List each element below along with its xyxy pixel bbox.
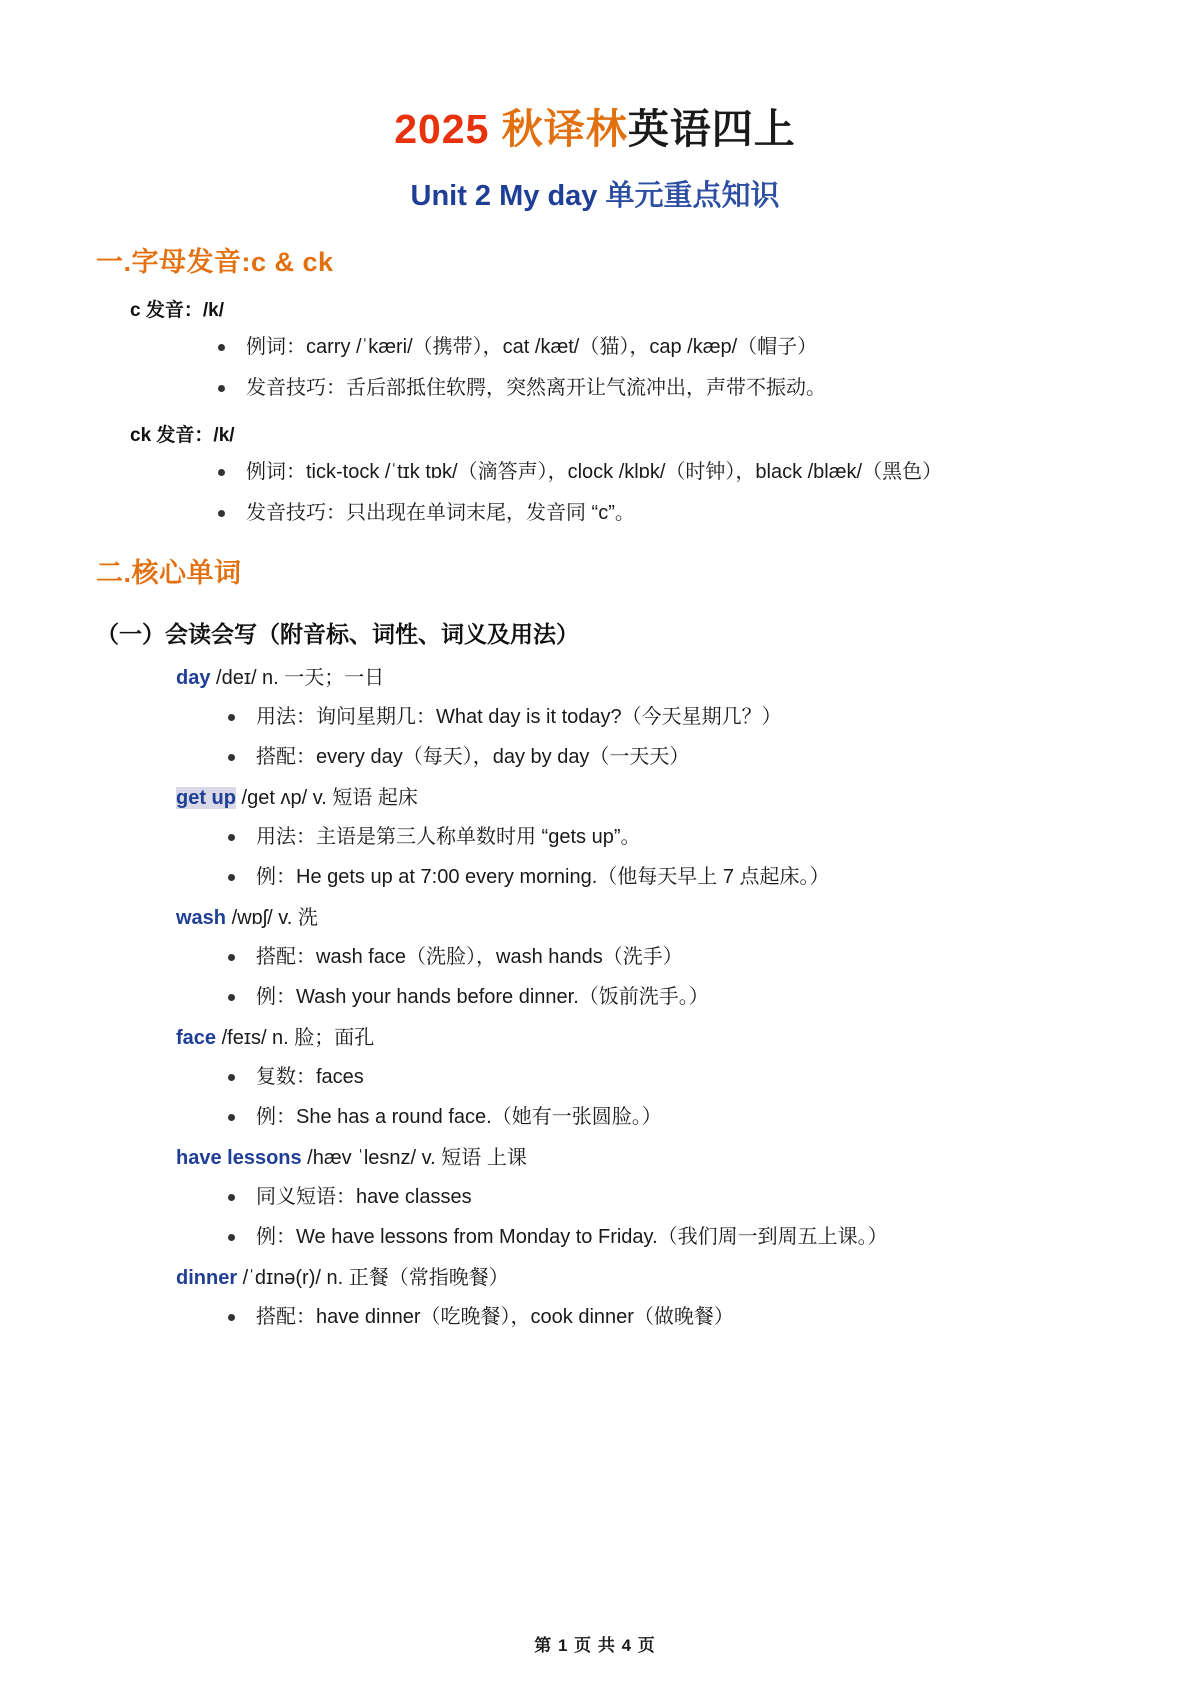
vocab-head [176,1023,1094,1053]
vocab-notes [96,942,1094,1013]
page-subtitle [96,173,1094,214]
pron-group-head-ck: ck 发音：/k/ [130,425,235,446]
vocab-meta: /ˈdɪnə(r)/ n. 正餐（常指晚餐） [237,1267,509,1289]
list-item: 搭配：have dinner（吃晚餐），cook dinner（做晚餐） [216,1302,1094,1333]
page-title [96,96,1094,155]
vocab-head [176,663,1094,693]
vocab-head [176,783,1094,813]
vocab-meta: /get ʌp/ v. 短语 起床 [236,787,418,809]
vocab-word: dinner [176,1267,238,1289]
vocab-entry-day [96,663,1094,773]
subtitle-unit: Unit 2 My day [410,180,598,212]
list-item: 例：He gets up at 7:00 every morning.（他每天早上 7 点起床。） [216,862,1094,893]
vocab-word: day [176,667,211,689]
vocab-meta: /feɪs/ n. 脸；面孔 [216,1027,375,1049]
title-year: 2025 [394,106,490,152]
vocab-entry-wash [96,903,1094,1013]
list-item: 同义短语：have classes [216,1182,1094,1213]
vocab-word: have lessons [176,1147,302,1169]
list-item: 发音技巧：只出现在单词末尾，发音同 “c”。 [206,498,1094,529]
list-item: 例：Wash your hands before dinner.（饭前洗手。） [216,982,1094,1013]
title-mid: 秋译林 [489,106,628,152]
pron-list-c [96,332,1094,404]
vocab-entry-have-lessons [96,1143,1094,1253]
vocab-notes [96,1062,1094,1133]
vocab-notes [96,702,1094,773]
vocab-notes [96,1302,1094,1333]
list-item: 例：She has a round face.（她有一张圆脸。） [216,1102,1094,1133]
section-heading-core-words: 二.核心单词 [96,558,242,588]
list-item: 例词：carry /ˈkæri/（携带），cat /kæt/（猫），cap /kæp/（帽子） [206,332,1094,363]
vocab-notes [96,822,1094,893]
section-heading-pronunciation: 一.字母发音:c & ck [96,247,334,277]
list-item: 用法：询问星期几：What day is it today?（今天星期几？） [216,702,1094,733]
vocab-word: get up [176,787,236,809]
vocab-word: wash [176,907,227,929]
pron-list-ck [96,457,1094,529]
list-item: 用法：主语是第三人称单数时用 “gets up”。 [216,822,1094,853]
subtitle-cn: 单元重点知识 [597,180,780,212]
list-item: 搭配：every day（每天），day by day（一天天） [216,742,1094,773]
list-item: 复数：faces [216,1062,1094,1093]
list-item: 搭配：wash face（洗脸），wash hands（洗手） [216,942,1094,973]
vocab-meta: /deɪ/ n. 一天；一日 [210,667,385,689]
vocab-meta: /hæv ˈlesnz/ v. 短语 上课 [301,1147,527,1169]
vocab-meta: /wɒʃ/ v. 洗 [226,907,318,929]
vocab-entry-dinner [96,1263,1094,1333]
vocab-entry-get-up [96,783,1094,893]
list-item: 发音技巧：舌后部抵住软腭，突然离开让气流冲出，声带不振动。 [206,373,1094,404]
vocab-head [176,1143,1094,1173]
vocab-head [176,903,1094,933]
pron-group-head-c: c 发音：/k/ [130,300,224,321]
vocab-word: face [176,1027,217,1049]
vocab-head [176,1263,1094,1293]
list-item: 例词：tick-tock /ˈtɪk tɒk/（滴答声），clock /klɒk/（时钟），black /blæk/（黑色） [206,457,1094,488]
subsection-heading-read-write: （一）会读会写（附音标、词性、词义及用法） [96,621,579,647]
vocab-notes [96,1182,1094,1253]
title-tail: 英语四上 [627,106,796,152]
list-item: 例：We have lessons from Monday to Friday.（我们周一到周五上课。） [216,1222,1094,1253]
page-footer: 第 1 页 共 4 页 [534,1636,656,1655]
vocab-entry-face [96,1023,1094,1133]
